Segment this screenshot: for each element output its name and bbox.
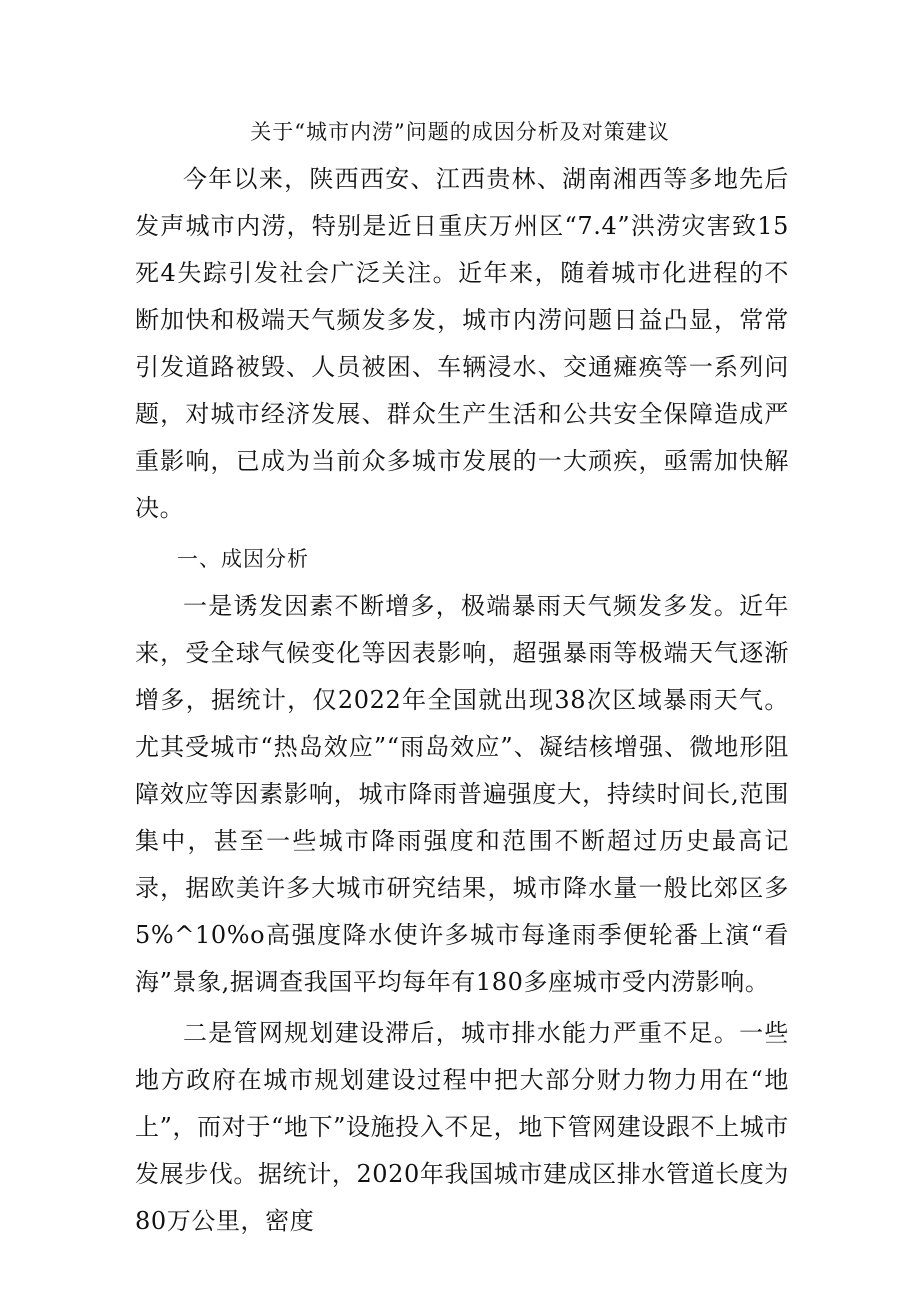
- document-title: 关于“城市内涝”问题的成因分析及对策建议: [250, 120, 670, 144]
- section-heading-causes: 一、成因分析: [177, 547, 309, 571]
- intro-paragraph: 今年以来，陕西西安、江西贵林、湖南湘西等多地先后发声城市内涝，特别是近日重庆万州区“7.4”洪涝灾害致15死4失踪引发社会广泛关注。近年来，随着城市化进程的不断加快和极端天气频发多发，城市内涝问题日益凸显，常常引发道路被毁、人员被困、车辆浸水、交通瘫痪等一系列问题，对城市经济发展、群众生产生活和公共安全保障造成严重影响，已成为当前众多城市发展的一大顽疾，亟需加快解决。: [135, 165, 789, 522]
- cause-paragraph-2: 二是管网规划建设滞后，城市排水能力严重不足。一些地方政府在城市规划建设过程中把大部分财力物力用在“地上”，而对于“地下”设施投入不足，地下管网建设跟不上城市发展步伐。据统计，2020年我国城市建成区排水管道长度为80万公里，密度: [135, 1019, 789, 1235]
- cause-paragraph-1: 一是诱发因素不断增多，极端暴雨天气频发多发。近年来，受全球气候变化等因表影响，超强暴雨等极端天气逐渐增多，据统计，仅2022年全国就出现38次区域暴雨天气。尤其受城市“热岛效应”“雨岛效应”、凝结核增强、微地形阻障效应等因素影响，城市降雨普遍强度大，持续时间长,范围集中，甚至一些城市降雨强度和范围不断超过历史最高记录，据欧美许多大城市研究结果，城市降水量一般比郊区多5%^10%o高强度降水使许多城市每逢雨季便轮番上演“看海”景象,据调查我国平均每年有180多座城市受内涝影响。: [135, 592, 789, 996]
- document-body: [135, 156, 789, 1245]
